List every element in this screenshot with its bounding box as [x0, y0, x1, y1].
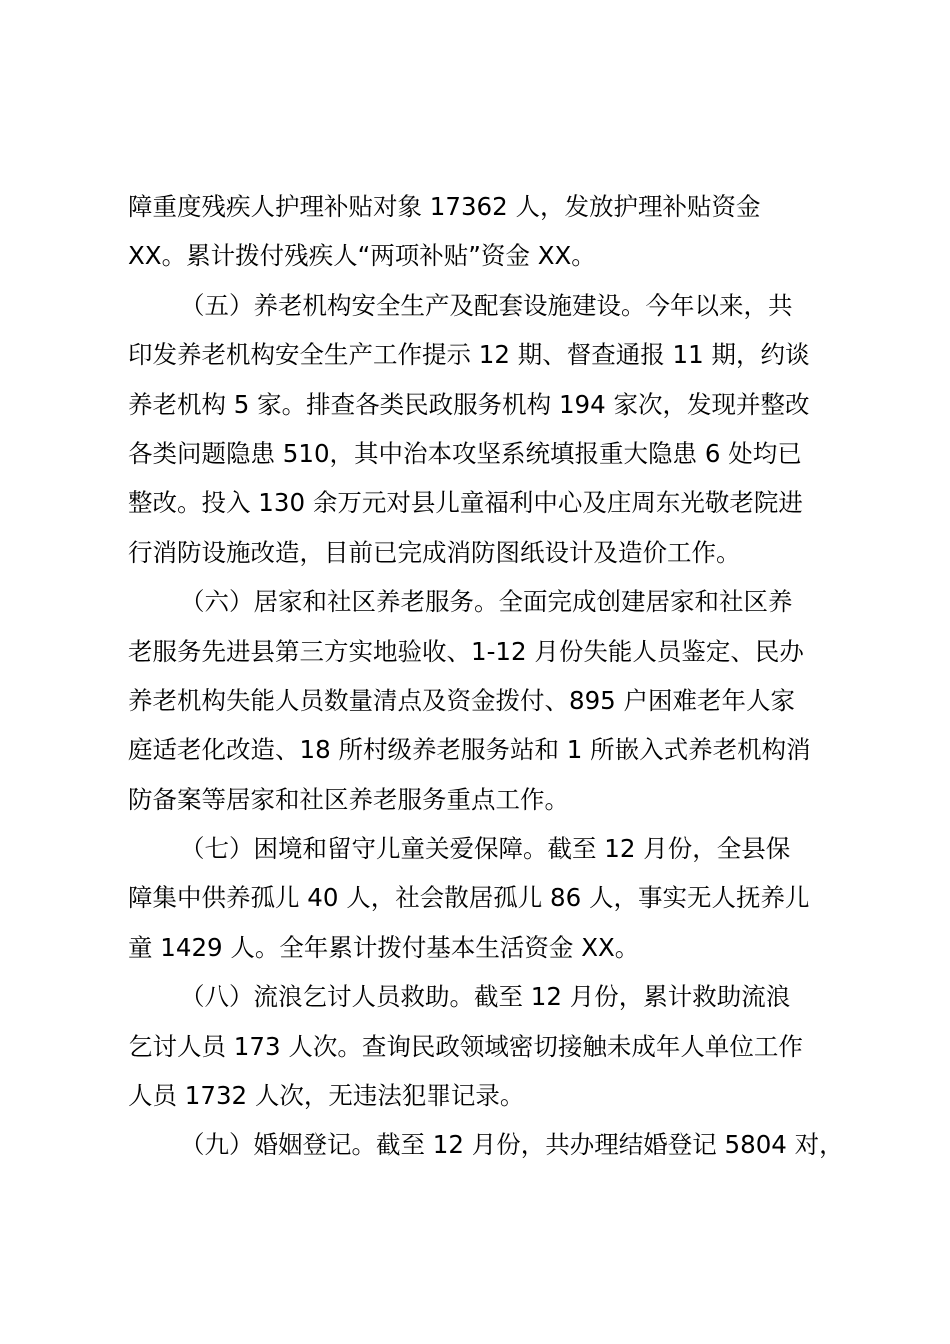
text-line: 障重度残疾人护理补贴对象 17362 人，发放护理补贴资金 [128, 192, 761, 221]
text-line: 整改。投入 130 余万元对县儿童福利中心及庄周东光敬老院进 [128, 488, 803, 518]
text-line: 老服务先进县第三方实地验收、1-12 月份失能人员鉴定、民办 [128, 636, 804, 666]
text-line: 童 1429 人。全年累计拨付基本生活资金 XX。 [128, 932, 640, 962]
text-line: 庭适老化改造、18 所村级养老服务站和 1 所嵌入式养老机构消 [128, 735, 811, 765]
text-line: XX。累计拨付残疾人“两项补贴”资金 XX。 [128, 241, 596, 271]
text-line: 养老机构失能人员数量清点及资金拨付、895 户困难老年人家 [128, 685, 796, 715]
body-text [128, 182, 844, 1170]
text-line: 障集中供养孤儿 40 人，社会散居孤儿 86 人，事实无人抚养儿 [128, 883, 810, 913]
section-heading-line: （九）婚姻登记。截至 12 月份，共办理结婚登记 5804 对， [180, 1130, 844, 1160]
text-line: 各类问题隐患 510，其中治本攻坚系统填报重大隐患 6 处均已 [128, 438, 802, 468]
text-line: 养老机构 5 家。排查各类民政服务机构 194 家次，发现并整改 [128, 389, 810, 419]
text-line: 防备案等居家和社区养老服务重点工作。 [128, 784, 569, 814]
text-line: 乞讨人员 173 人次。查询民政领域密切接触未成年人单位工作 [128, 1031, 803, 1061]
section-heading-line: （七）困境和留守儿童关爱保障。截至 12 月份，全县保 [180, 834, 791, 864]
section-heading-line: （六）居家和社区养老服务。全面完成创建居家和社区养 [180, 587, 793, 617]
text-line: 印发养老机构安全生产工作提示 12 期、督查通报 11 期，约谈 [128, 340, 810, 370]
section-heading-line: （五）养老机构安全生产及配套设施建设。今年以来，共 [180, 290, 793, 320]
text-line: 行消防设施改造，目前已完成消防图纸设计及造价工作。 [128, 537, 741, 567]
text-line: 人员 1732 人次，无违法犯罪记录。 [128, 1081, 525, 1111]
section-heading-line: （八）流浪乞讨人员救助。截至 12 月份，累计救助流浪 [180, 982, 791, 1012]
